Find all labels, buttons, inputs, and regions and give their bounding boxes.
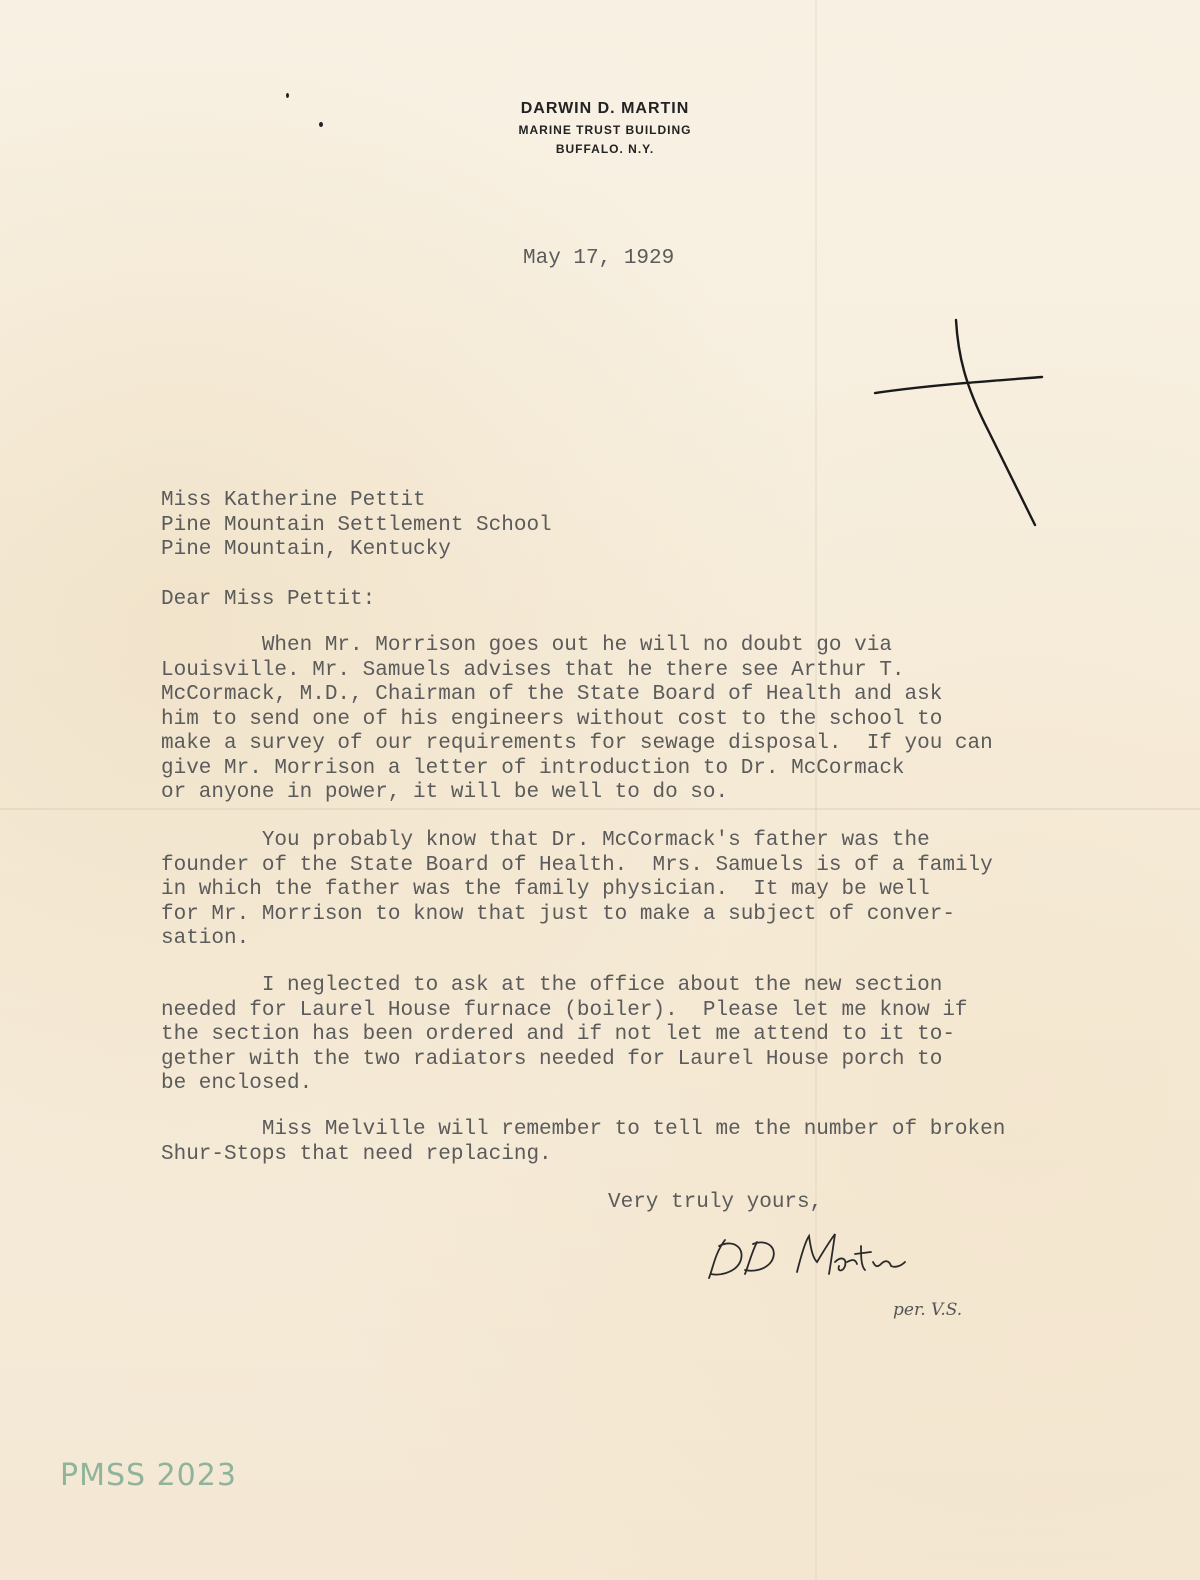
- recipient-address: [161, 489, 552, 563]
- secretary-initials: per. V.S.: [893, 1300, 963, 1320]
- letterhead: [0, 100, 1200, 156]
- body-paragraph-4: Miss Melville will remember to tell me the number of broken Shur-Stops that need replacing.: [161, 1118, 1006, 1166]
- salutation: Dear Miss Pettit:: [161, 588, 376, 611]
- recipient-institution: Pine Mountain Settlement School: [161, 513, 552, 537]
- recipient-name: Miss Katherine Pettit: [161, 489, 426, 512]
- body-paragraph-1: When Mr. Morrison goes out he will no doubt go via Louisville. Mr. Samuels advises that he there see Arthur T. McCormack, M.D., Chairman of the State Board of Health and ask him to send one of his engineers without cost to the school to make a survey of our requirements for sewage disposal. If you can give Mr. Morrison a letter of introduction to Dr. McCormack or anyone in power, it will be well to do so.: [161, 634, 993, 804]
- pen-check-mark: [870, 315, 1050, 535]
- body-paragraph-2: You probably know that Dr. McCormack's father was the founder of the State Board of Health. Mrs. Samuels is of a family in which the father was the family physician. It may be well for Mr. Morrison to know that just to make a subject of conver- sation.: [161, 829, 993, 950]
- handwritten-signature: [705, 1228, 945, 1288]
- archive-stamp: PMSS 2023: [60, 1458, 237, 1493]
- letterhead-building: MARINE TRUST BUILDING: [518, 123, 692, 137]
- complimentary-closing: Very truly yours,: [608, 1191, 823, 1214]
- ink-speck: [286, 93, 289, 98]
- letterhead-city: BUFFALO. N.Y.: [555, 142, 655, 156]
- recipient-location: Pine Mountain, Kentucky: [161, 538, 451, 561]
- body-paragraph-3: I neglected to ask at the office about the new section needed for Laurel House furnace (boiler). Please let me know if the section has been ordered and if not let me attend to it to- gether with the two radiators needed for Laurel House porch to be enclosed.: [161, 974, 968, 1095]
- letter-date: May 17, 1929: [523, 247, 675, 270]
- fold-crease-horizontal: [0, 808, 1200, 810]
- letterhead-name: DARWIN D. MARTIN: [520, 100, 690, 117]
